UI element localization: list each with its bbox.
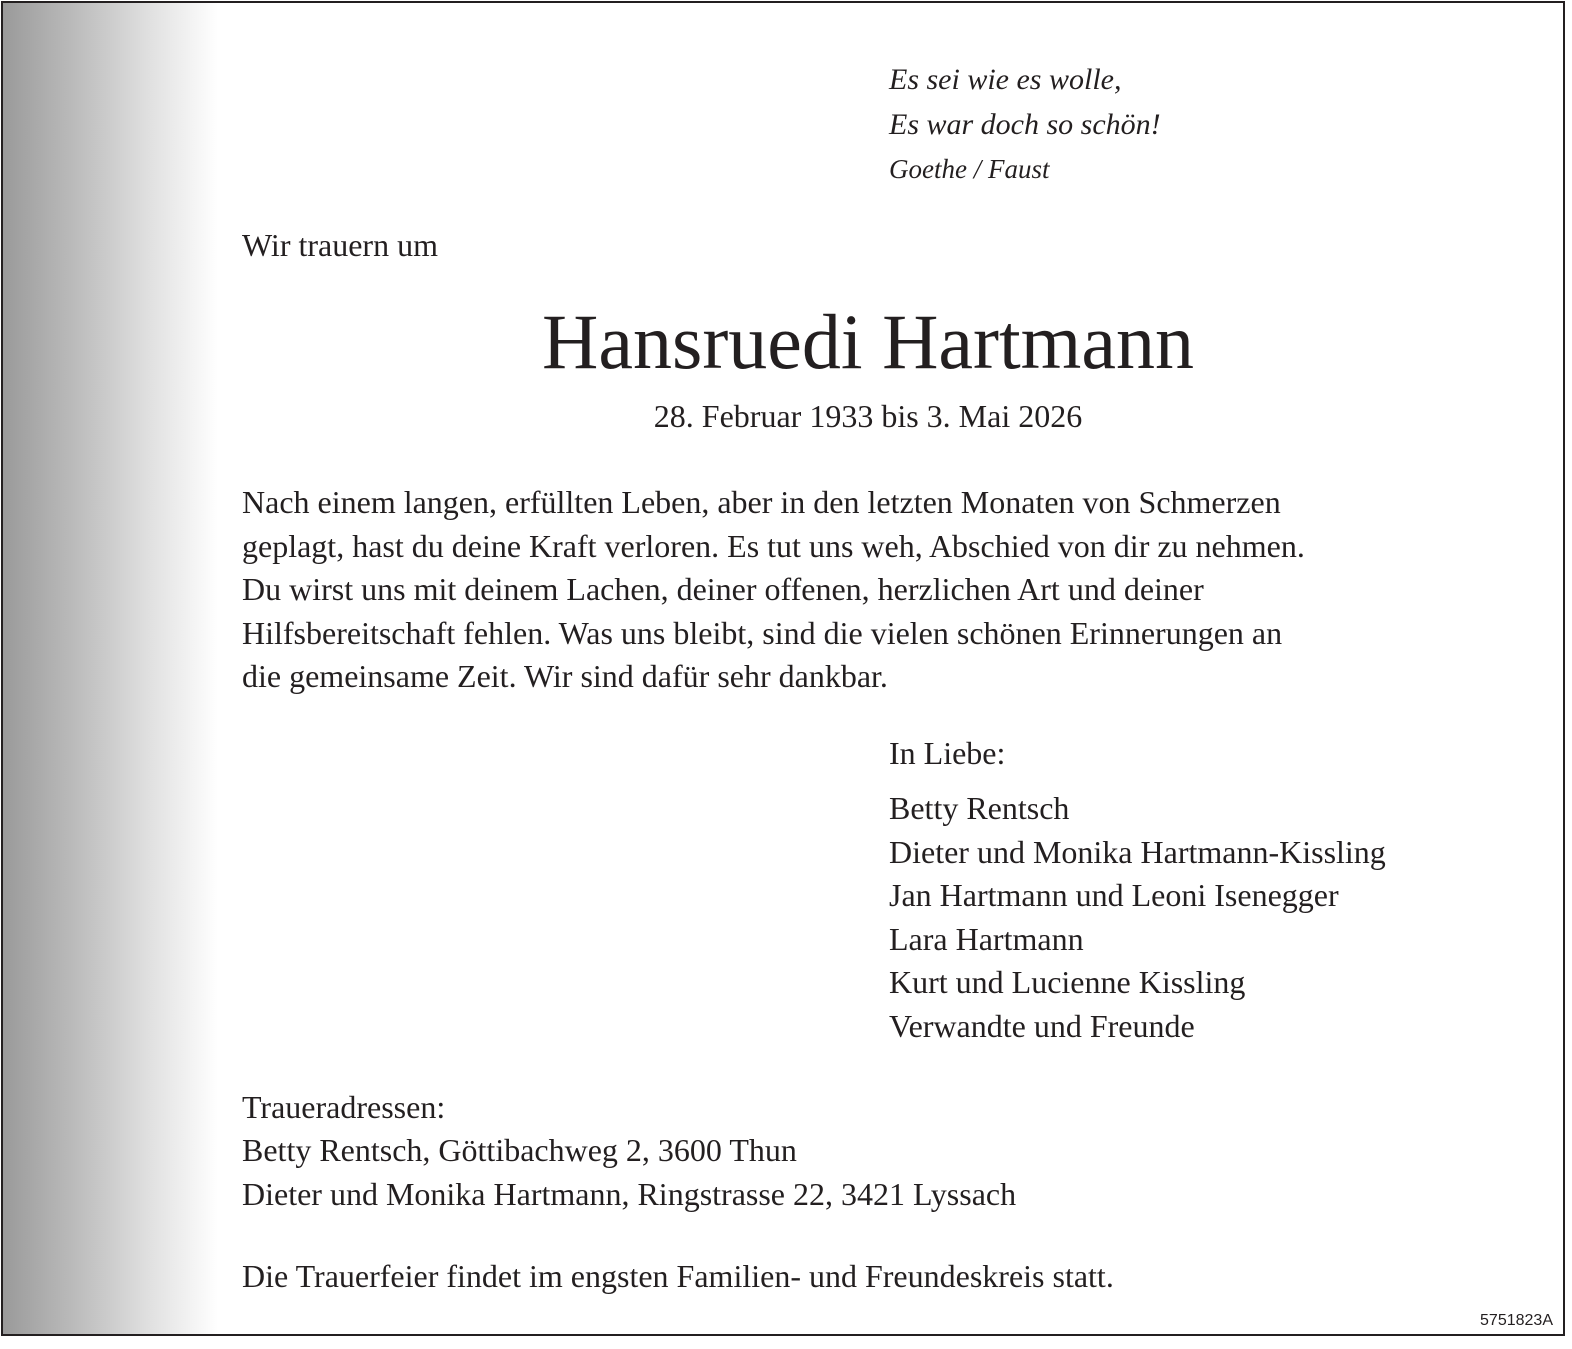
- motto-quote: [889, 57, 1161, 192]
- body-line: Hilfsbereitschaft fehlen. Was uns bleibt, sind die vielen schönen Erinnerungen an: [242, 614, 1283, 651]
- mourners-list: [889, 787, 1386, 1048]
- closing-note: Die Trauerfeier findet im engsten Familien- und Freundeskreis statt.: [242, 1258, 1114, 1294]
- motto-line: Es sei wie es wolle,: [889, 63, 1122, 96]
- mourner-name: Jan Hartmann und Leoni Isenegger: [889, 877, 1339, 913]
- ad-code: 5751823A: [1480, 1312, 1553, 1329]
- mourner-name: Lara Hartmann: [889, 920, 1084, 957]
- life-dates: 28. Februar 1933 bis 3. Mai 2026: [653, 398, 1083, 434]
- body-line: geplagt, hast du deine Kraft verloren. Es tut uns weh, Abschied von dir zu nehmen.: [242, 527, 1305, 564]
- body-line: Du wirst uns mit deinem Lachen, deiner offenen, herzlichen Art und deiner: [242, 571, 1204, 607]
- addresses-heading: Traueradressen:: [242, 1089, 446, 1125]
- address-line: Dieter und Monika Hartmann, Ringstrasse 22, 3421 Lyssach: [242, 1175, 1017, 1212]
- deceased-name: Hansruedi Hartmann: [542, 298, 1194, 385]
- mourner-name: Kurt und Lucienne Kissling: [889, 964, 1246, 1000]
- body-line: Nach einem langen, erfüllten Leben, aber in den letzten Monaten von Schmerzen: [242, 484, 1281, 520]
- body-line: die gemeinsame Zeit. Wir sind dafür sehr dankbar.: [242, 658, 888, 694]
- obituary-notice: [1, 1, 1565, 1336]
- left-shading: [3, 3, 218, 1334]
- addresses-list: [242, 1129, 1016, 1216]
- body-text: [242, 481, 1305, 699]
- intro-text: Wir trauern um: [242, 227, 438, 263]
- motto-attribution: Goethe / Faust: [889, 154, 1050, 184]
- mourner-name: Dieter und Monika Hartmann-Kissling: [889, 833, 1386, 870]
- mourner-name: Betty Rentsch: [889, 790, 1070, 826]
- in-liebe-heading: In Liebe:: [889, 735, 1006, 771]
- motto-line: Es war doch so schön!: [889, 108, 1161, 141]
- mourner-name: Verwandte und Freunde: [889, 1007, 1195, 1044]
- address-line: Betty Rentsch, Göttibachweg 2, 3600 Thun: [242, 1132, 797, 1168]
